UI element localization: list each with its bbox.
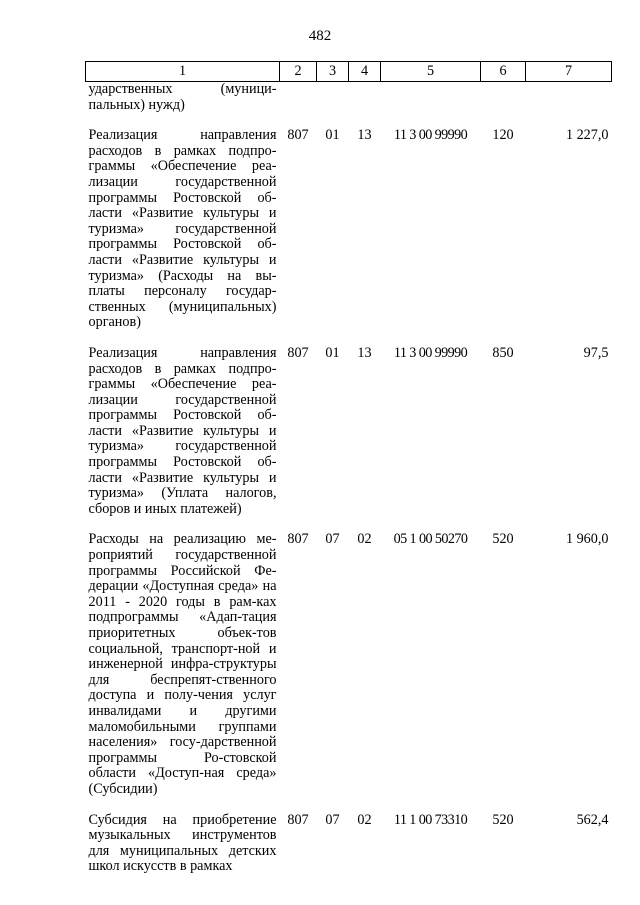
column-header: 2 — [280, 62, 317, 82]
budget-table — [85, 61, 612, 890]
column-header: 1 — [86, 62, 280, 82]
cell-ministry: 807 — [287, 531, 309, 548]
row-description: Реализация направления расходов в рамках подпро-граммы «Обеспечение реа-лизации государственной программы Ростовской об-ласти «Развитие культуры и туризма» государственной программы Ростовской об-ласти «Развитие культуры и туризма» (Расходы на вы-платы персоналу государ-ственных (муниципальных) органов) — [88, 127, 277, 331]
column-header: 5 — [381, 62, 481, 82]
cell-amount: 97,5 — [583, 344, 609, 361]
cell-amount: 1 227,0 — [565, 127, 609, 144]
row-description: Расходы на реализацию ме-роприятий государственной программы Российской Фе-дерации «Доступная среда» на 2011 - 2020 годы в рам-ках подпрограммы «Адап-тация приоритетных объек-тов социальной, транспорт-ной и инженерной инфра-структуры для беспрепят-ственного доступа и полу-чения услуг инвалидами и другими маломобильными группами населения» госу-дарственной программы Ро-стовской области «Доступ-ная среда» (Субсидии) — [88, 531, 277, 797]
row-description: Реализация направления расходов в рамках подпро-граммы «Обеспечение реа-лизации государственной программы Ростовской об-ласти «Развитие культуры и туризма» государственной программы Ростовской об-ласти «Развитие культуры и туризма» (Уплата налогов, сборов и иных платежей) — [88, 344, 277, 517]
cell-expense-type: 520 — [492, 531, 514, 548]
row-description: ударственных (муници-пальных) нужд) — [88, 81, 277, 113]
cell-expense-type: 120 — [492, 127, 514, 144]
cell-amount: 1 960,0 — [565, 531, 609, 548]
cell-subsection: 13 — [357, 344, 372, 361]
row-description: Субсидия на приобретение музыкальных инструментов для муниципальных детских школ искусств в рамках — [88, 811, 277, 875]
cell-section: 07 — [325, 531, 340, 548]
table-header-row — [86, 62, 612, 82]
cell-section: 01 — [325, 344, 340, 361]
table-row — [86, 813, 612, 890]
column-header: 7 — [526, 62, 612, 82]
cell-expense-type: 850 — [492, 344, 514, 361]
cell-ministry: 807 — [287, 344, 309, 361]
cell-section: 07 — [325, 811, 340, 828]
cell-amount: 562,4 — [576, 811, 609, 828]
cell-subsection: 02 — [357, 531, 372, 548]
cell-subsection: 13 — [357, 127, 372, 144]
cell-ministry: 807 — [287, 811, 309, 828]
table-row — [86, 128, 612, 346]
cell-section: 01 — [325, 127, 340, 144]
cell-target-code: 11 1 00 73310 — [393, 811, 468, 828]
cell-target-code: 05 1 00 50270 — [393, 531, 468, 548]
table-row — [86, 346, 612, 533]
cell-subsection: 02 — [357, 811, 372, 828]
cell-target-code: 11 3 00 99990 — [393, 127, 468, 144]
column-header: 4 — [349, 62, 381, 82]
column-header: 3 — [317, 62, 349, 82]
cell-ministry: 807 — [287, 127, 309, 144]
cell-expense-type: 520 — [492, 811, 514, 828]
table-row — [86, 532, 612, 812]
cell-target-code: 11 3 00 99990 — [393, 344, 468, 361]
column-header: 6 — [481, 62, 526, 82]
page-number: 482 — [308, 28, 332, 44]
table-row-continuation — [86, 82, 612, 129]
